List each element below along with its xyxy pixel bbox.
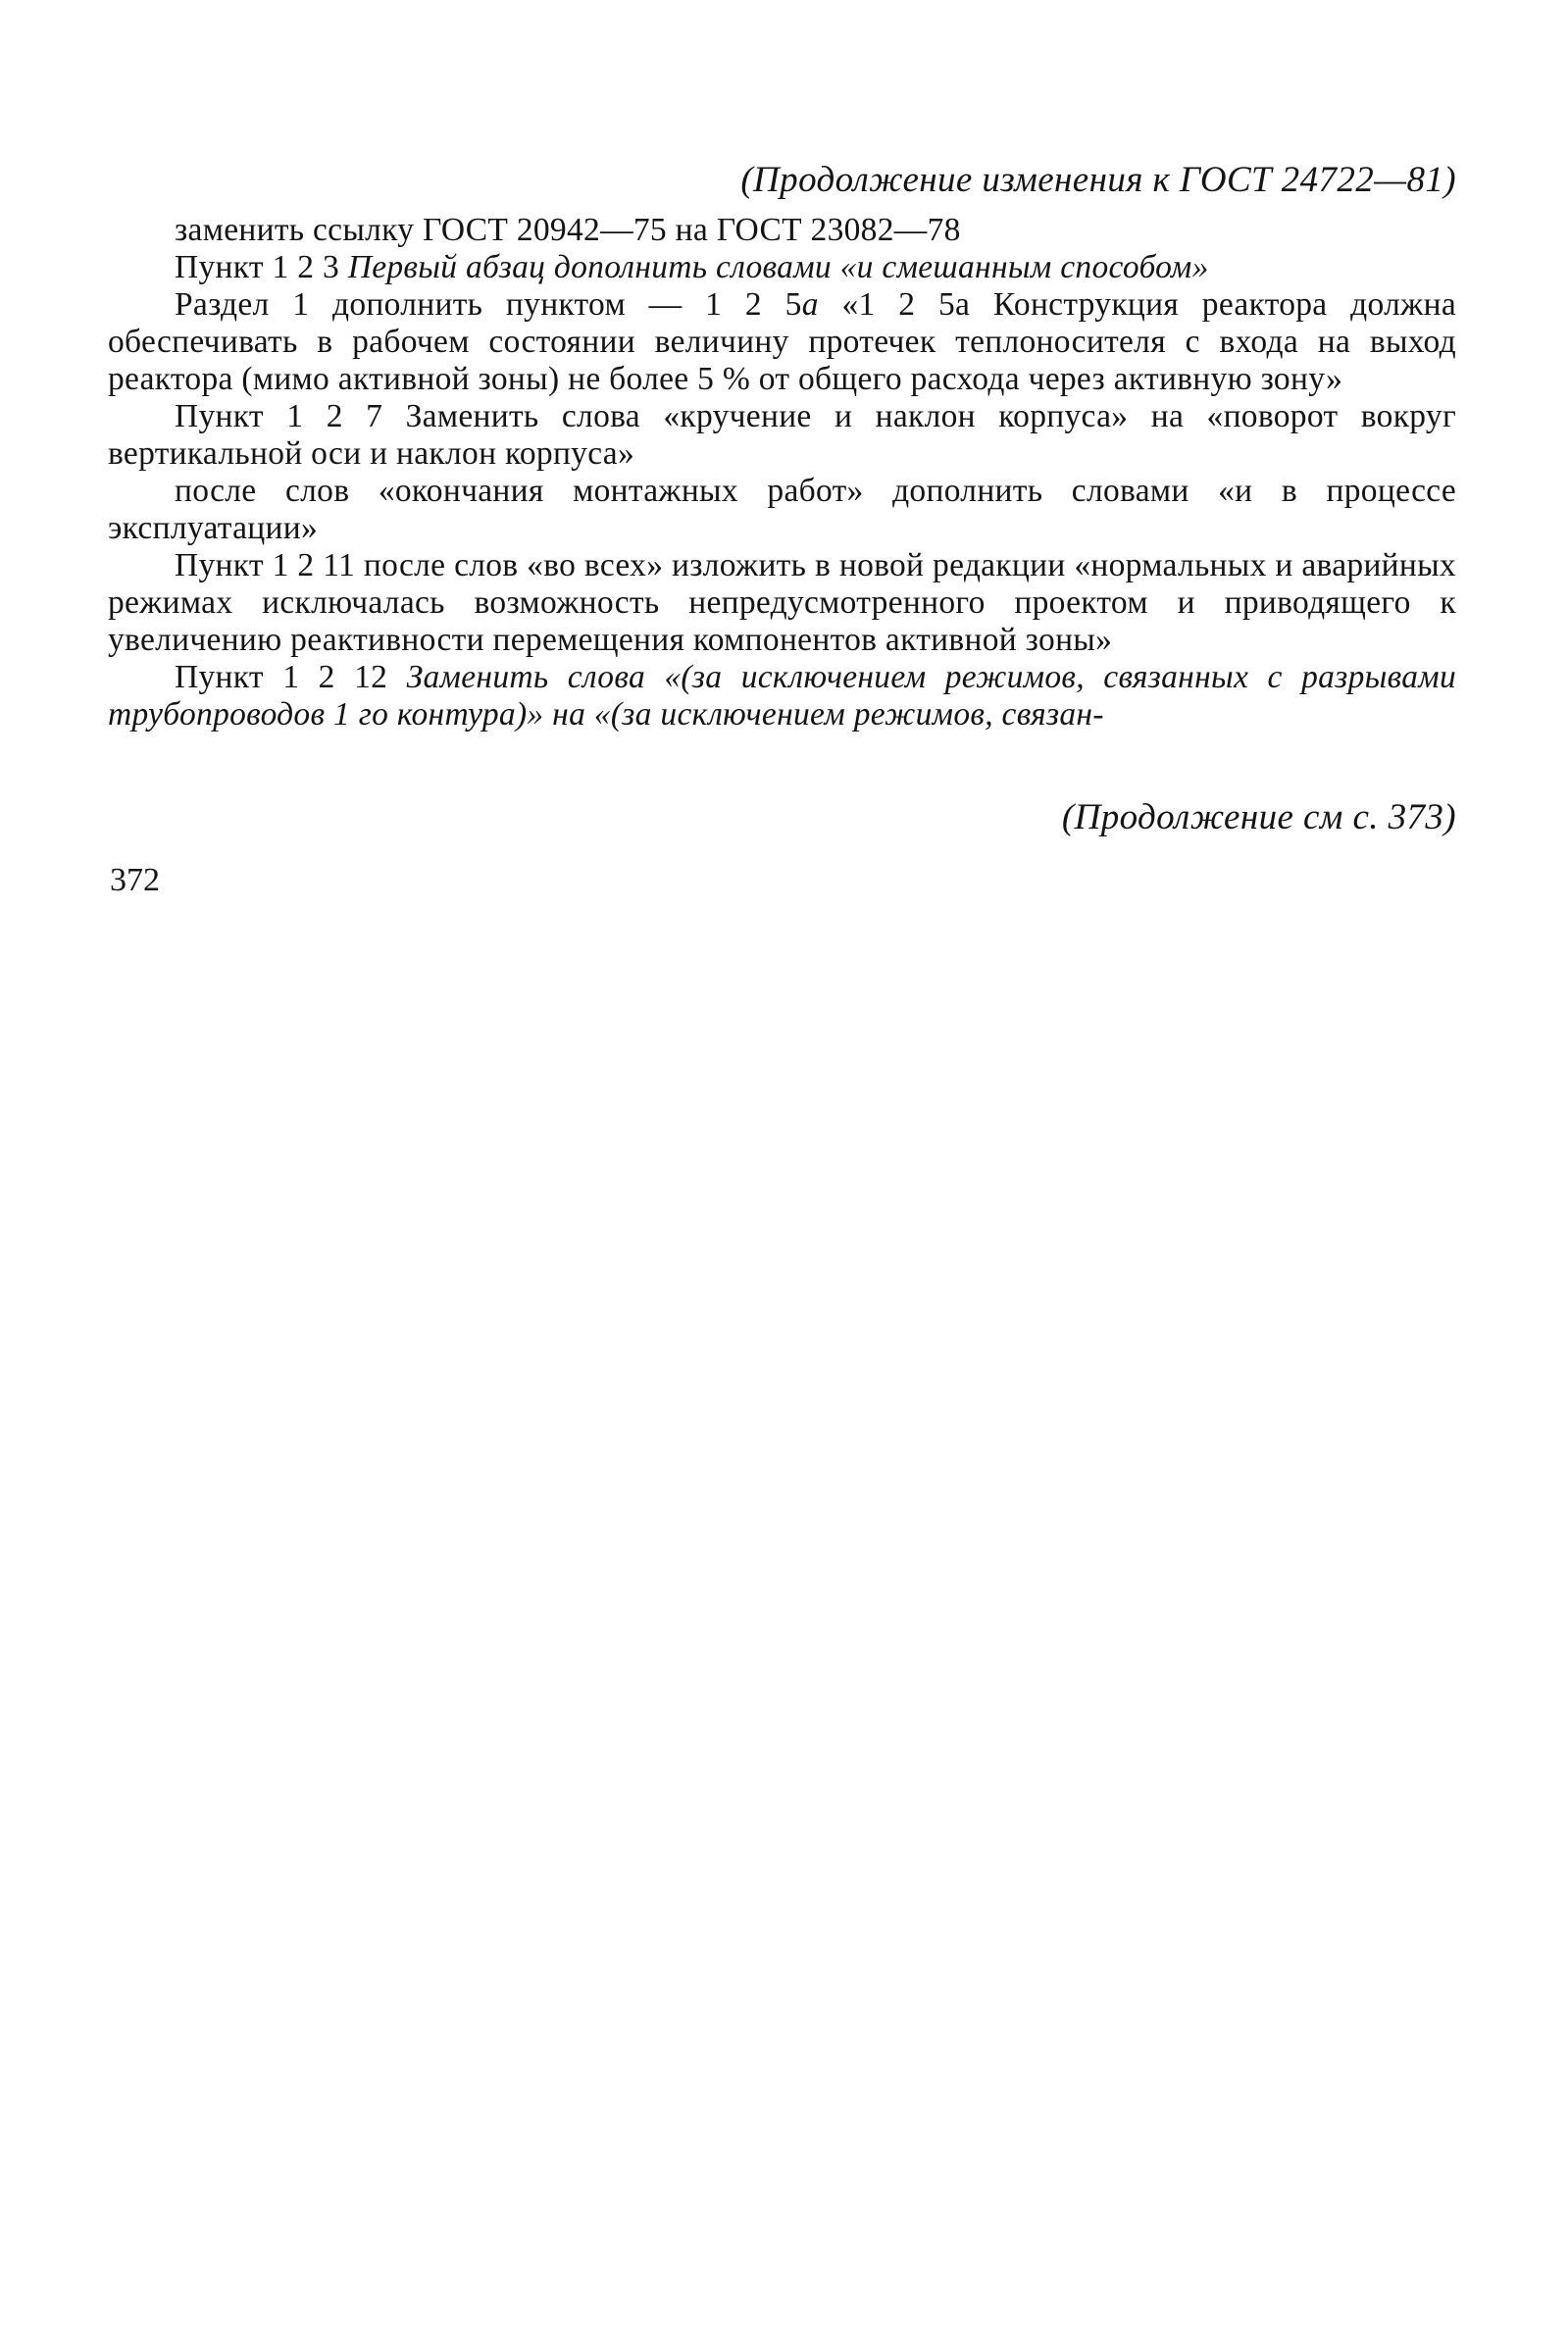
paragraph-text: Пункт 1 2 3 xyxy=(175,249,348,285)
paragraph-text: Раздел 1 дополнить пунктом — 1 2 5 xyxy=(175,286,802,323)
continuation-note: (Продолжение см с. 373) xyxy=(1061,797,1456,837)
paragraph xyxy=(108,547,1456,659)
paragraph-text: Пункт 1 2 11 после слов «во всех» изложить в новой редакции «нормальных и аварийных режимах исключалась возможность непредусмотренного проектом и приводящего к увеличению реактивности перемещения компонентов активной зоны» xyxy=(108,547,1456,658)
paragraph-text: Пункт 1 2 7 Заменить слова «кручение и наклон корпуса» на «поворот вокруг вертикальной оси и наклон корпуса» xyxy=(108,398,1456,472)
paragraph-italic-text: а xyxy=(801,286,819,323)
paragraph-text: заменить ссылку ГОСТ 20942—75 на ГОСТ 23082—78 xyxy=(175,212,961,248)
paragraph-text: после слов «окончания монтажных работ» дополнить словами «и в процессе эксплуатации» xyxy=(108,473,1456,546)
paragraph-italic-text: Заменить слова «(за исключением режимов, связанных с разрывами трубопроводов 1 го контура)» на «(за исключением режимов, связан- xyxy=(108,659,1456,733)
paragraph xyxy=(108,286,1456,398)
document-body xyxy=(108,212,1456,733)
paragraph xyxy=(108,473,1456,547)
paragraph-tail-text: «1 2 5а Конструкция реактора должна обеспечивать в рабочем состоянии величину протечек теплоносителя с входа на выход реактора (мимо активной зоны) не более 5 % от общего расхода через активную зону» xyxy=(108,286,1456,397)
page-number: 372 xyxy=(110,862,160,898)
paragraph xyxy=(108,212,1456,249)
running-head: (Продолжение изменения к ГОСТ 24722—81) xyxy=(740,160,1456,200)
paragraph xyxy=(108,249,1456,286)
paragraph xyxy=(108,398,1456,473)
paragraph-italic-text: Первый абзац дополнить словами «и смешанным способом» xyxy=(347,249,1209,285)
paragraph xyxy=(108,659,1456,733)
paragraph-text: Пункт 1 2 12 xyxy=(175,659,407,695)
